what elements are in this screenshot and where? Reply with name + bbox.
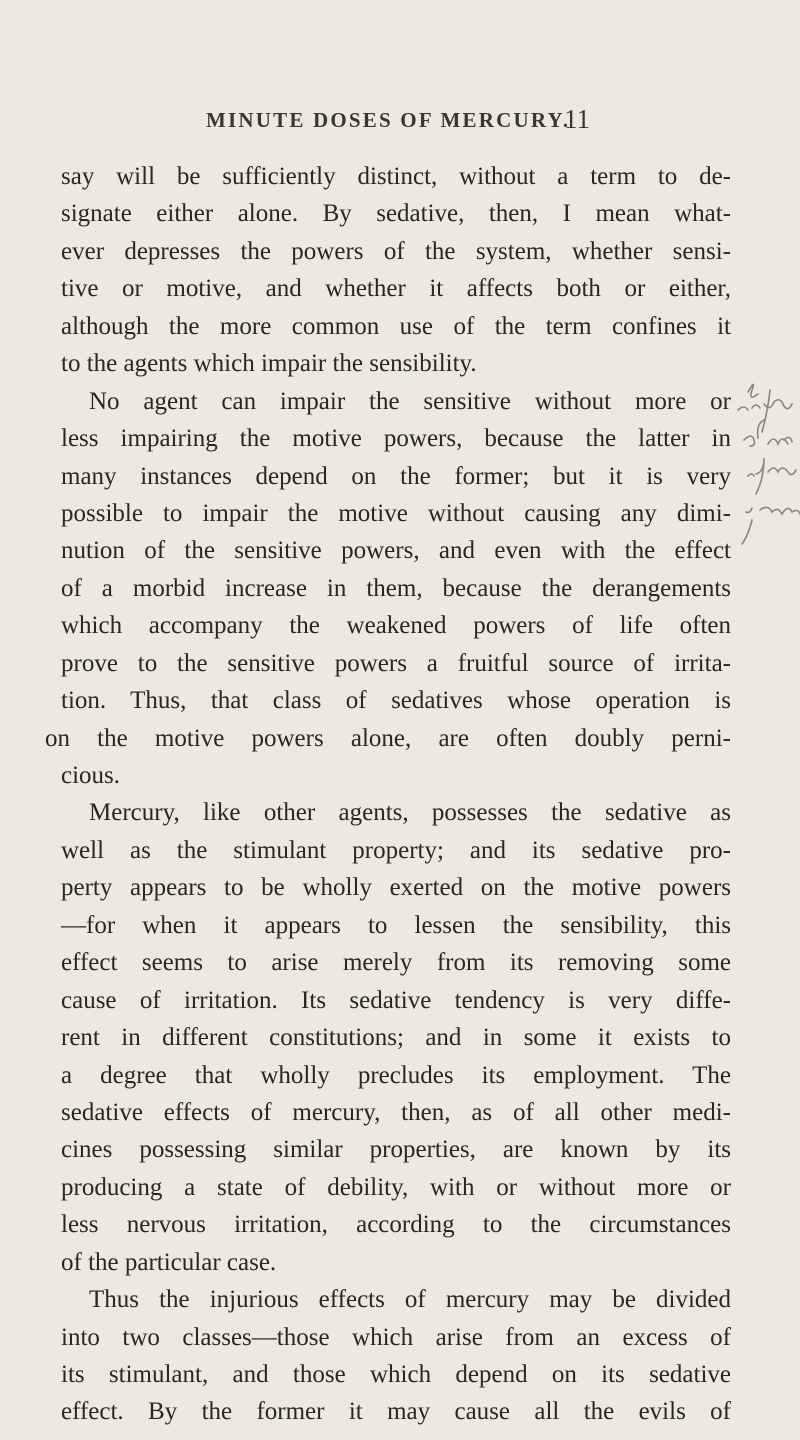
body-text bbox=[45, 158, 731, 1431]
page-header bbox=[206, 104, 596, 148]
text-line: cious. bbox=[61, 762, 121, 789]
text-line: tive or motive, and whether it affects both or either, bbox=[61, 275, 731, 303]
page-number: 11 bbox=[564, 104, 590, 134]
text-line: cines possessing similar properties, are known by its bbox=[61, 1136, 731, 1164]
paragraph-start: Thus the injurious effects of mercury may be divided bbox=[89, 1286, 731, 1314]
text-line: prove to the sensitive powers a fruitful source of irrita- bbox=[61, 649, 731, 677]
text-line: signate either alone. By sedative, then, I mean what- bbox=[61, 200, 731, 228]
paragraph-start: Mercury, like other agents, possesses the sedative as bbox=[89, 799, 731, 827]
text-line: less impairing the motive powers, because the latter in bbox=[61, 425, 731, 453]
text-line: many instances depend on the former; but it is very bbox=[61, 462, 731, 490]
text-line: —for when it appears to lessen the sensibility, this bbox=[61, 911, 731, 939]
text-line: effect seems to arise merely from its removing some bbox=[61, 949, 731, 977]
paragraph-start: No agent can impair the sensitive without more or bbox=[89, 387, 731, 415]
text-line: ever depresses the powers of the system, whether sensi- bbox=[61, 237, 731, 265]
text-line: possible to impair the motive without causing any dimi- bbox=[61, 499, 731, 527]
text-line: perty appears to be wholly exerted on the motive powers bbox=[61, 874, 731, 902]
text-line: effect. By the former it may cause all the evils of bbox=[61, 1398, 731, 1426]
text-line: which accompany the weakened powers of life often bbox=[61, 612, 731, 640]
text-line: sedative effects of mercury, then, as of all other medi- bbox=[61, 1098, 731, 1126]
text-line: on the motive powers alone, are often doubly perni- bbox=[45, 724, 731, 752]
text-line: nution of the sensitive powers, and even with the effect bbox=[61, 537, 731, 565]
text-line: say will be sufficiently distinct, without a term to de- bbox=[61, 163, 731, 190]
text-line: less nervous irritation, according to the circumstances bbox=[61, 1211, 731, 1239]
text-line: although the more common use of the term confines it bbox=[61, 312, 731, 340]
text-line: of the particular case. bbox=[61, 1248, 277, 1276]
text-line: tion. Thus, that class of sedatives whose operation is bbox=[61, 687, 731, 715]
text-line: producing a state of debility, with or without more or bbox=[61, 1173, 731, 1201]
text-line: cause of irritation. Its sedative tendency is very diffe- bbox=[61, 986, 731, 1014]
text-line: to the agents which impair the sensibility. bbox=[61, 350, 477, 378]
text-line: into two classes—those which arise from an excess of bbox=[61, 1323, 731, 1351]
text-line: a degree that wholly precludes its employment. The bbox=[61, 1061, 731, 1089]
text-line: rent in different constitutions; and in some it exists to bbox=[61, 1024, 731, 1052]
text-line: its stimulant, and those which depend on its sedative bbox=[61, 1361, 731, 1388]
running-head: MINUTE DOSES OF MERCURY. bbox=[206, 108, 571, 132]
text-line: well as the stimulant property; and its sedative pro- bbox=[61, 836, 731, 864]
text-line: of a morbid increase in them, because the derangements bbox=[61, 574, 731, 602]
